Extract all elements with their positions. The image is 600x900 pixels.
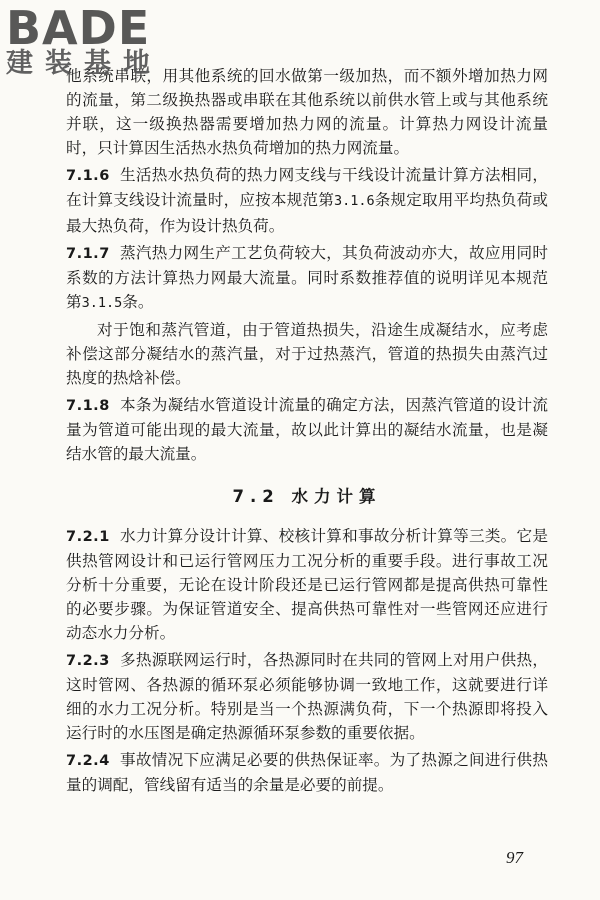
clause-7-1-7 xyxy=(66,241,548,315)
watermark-brand-cn: 建装基地 xyxy=(6,48,162,79)
clause-number: 7.2.1 xyxy=(66,528,110,545)
clause-number: 7.1.6 xyxy=(66,168,110,185)
clause-7-2-4 xyxy=(66,748,548,797)
page-number: 97 xyxy=(506,848,523,867)
clause-reference: 3.1.6 xyxy=(333,193,375,210)
clause-number: 7.1.8 xyxy=(66,398,110,415)
clause-number: 7.2.3 xyxy=(66,652,110,669)
clause-text: 生活热水热负荷的热力网支线与干线设计流量计算方法相同，在计算支线设计流量时，应按本规范第 xyxy=(66,166,548,210)
clause-number: 7.2.4 xyxy=(66,753,110,770)
clause-7-1-6 xyxy=(66,163,548,237)
clause-reference: 3.1.5 xyxy=(81,294,123,311)
paragraph-text: 他系统串联，用其他系统的回水做第一级加热，而不额外增加热力网的流量，第二级换热器或串联在其他系统以前供水管上或与其他系统并联，这一级换热器需要增加热力网的流量。计算热力网设计流量时，只计算因生活热水热负荷增加的热力网流量。 xyxy=(66,67,548,158)
page-body xyxy=(66,64,548,801)
section-title: 7.2 水力计算 xyxy=(232,486,382,506)
clause-text: 事故情况下应满足必要的供热保证率。为了热源之间进行供热量的调配，管线留有适当的余量是必要的前提。 xyxy=(66,751,548,795)
clause-text-tail: 条规定取用平均热负荷或最大热负荷，作为设计热负荷。 xyxy=(66,191,548,235)
clause-7-2-1 xyxy=(66,524,548,645)
paragraph-steam xyxy=(66,318,548,390)
clause-text: 蒸汽热力网生产工艺负荷较大，其负荷波动亦大，故应用同时系数的方法计算热力网最大流量。同时系数推荐值的说明详见本规范第 xyxy=(66,243,548,311)
clause-text: 多热源联网运行时，各热源同时在共同的管网上对用户供热，这时管网、各热源的循环泵必须能够协调一致地工作，这就要进行详细的水力工况分析。特别是当一个热源满负荷，下一个热源即将投入运行时的水压图是确定热源循环泵参数的重要依据。 xyxy=(66,650,548,743)
paragraph-text: 对于饱和蒸汽管道，由于管道热损失，沿途生成凝结水，应考虑补偿这部分凝结水的蒸汽量，对于过热蒸汽，管道的热损失由蒸汽过热度的热焓补偿。 xyxy=(66,320,548,388)
clause-7-1-8 xyxy=(66,393,548,466)
clause-7-2-3 xyxy=(66,648,548,745)
clause-text: 水力计算分设计计算、校核计算和事故分析计算等三类。它是供热管网设计和已运行管网压力工况分析的重要手段。进行事故工况分析十分重要，无论在设计阶段还是已运行管网都是提高供热可靠性的必要步骤。为保证管道安全、提高供热可靠性对一些管网还应进行动态水力分析。 xyxy=(66,526,548,642)
watermark-brand: BADE xyxy=(6,1,151,55)
clause-text: 本条为凝结水管道设计流量的确定方法，因蒸汽管道的设计流量为管道可能出现的最大流量，故以此计算出的凝结水流量，也是凝结水管的最大流量。 xyxy=(66,396,548,464)
clause-text-tail: 条。 xyxy=(122,292,154,311)
clause-number: 7.1.7 xyxy=(66,245,110,262)
watermark-logo xyxy=(6,1,162,80)
